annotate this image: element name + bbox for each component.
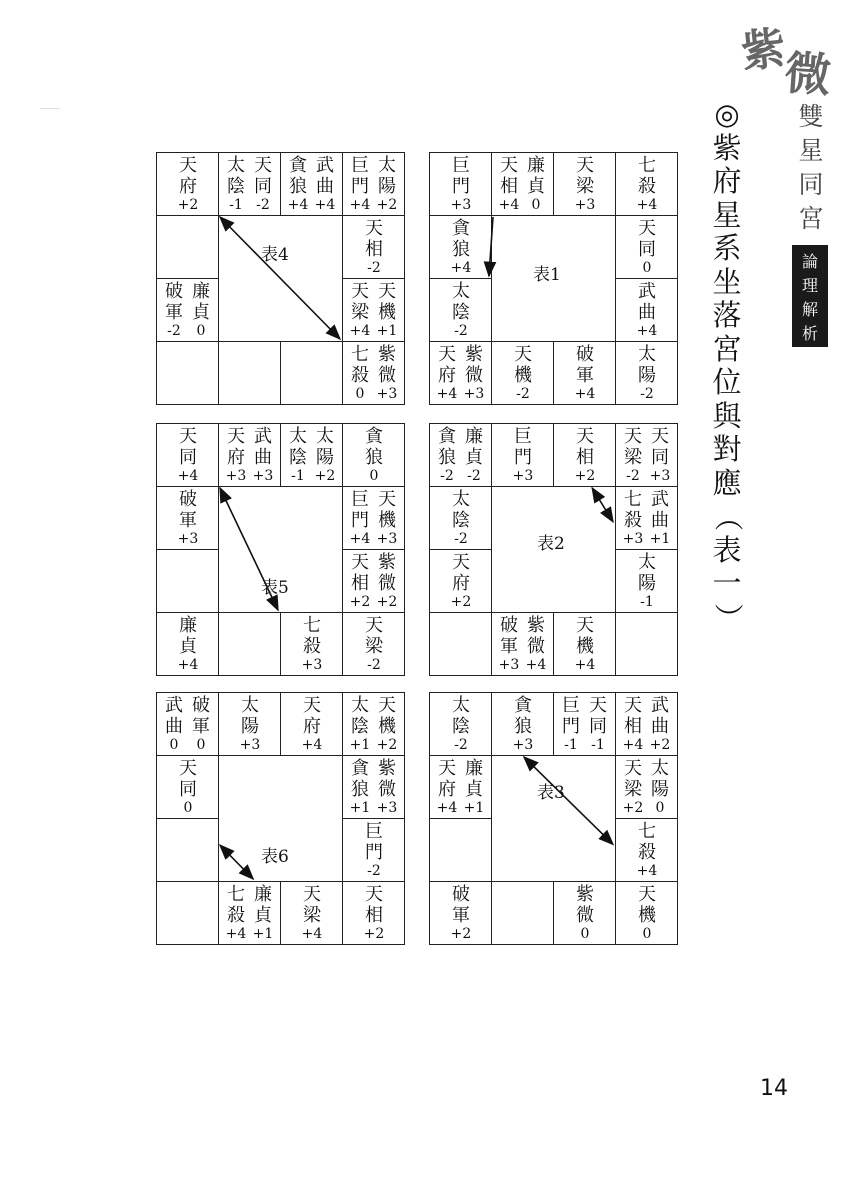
series-char: 星 bbox=[798, 136, 824, 165]
star-name: 破 軍 bbox=[500, 615, 518, 657]
star-brightness: 0 bbox=[196, 323, 206, 339]
badge-char: 析 bbox=[801, 324, 818, 343]
star-brightness: -2 bbox=[454, 531, 468, 547]
title-char: 府 bbox=[712, 164, 742, 198]
star-brightness: +3 bbox=[512, 737, 534, 753]
star-brightness: +4 bbox=[225, 926, 247, 942]
star-brightness: +3 bbox=[498, 657, 520, 673]
star-name: 貪 狼 bbox=[438, 426, 456, 468]
page-title bbox=[702, 98, 752, 634]
chart-label: 表1 bbox=[533, 265, 561, 285]
chart-label: 表4 bbox=[261, 245, 289, 265]
star-brightness: +2 bbox=[363, 926, 385, 942]
star-brightness: 0 bbox=[531, 197, 541, 213]
title-char: （ bbox=[710, 502, 745, 532]
star-brightness: +3 bbox=[376, 800, 398, 816]
star-name: 貪 狼 bbox=[351, 758, 369, 800]
star-name: 武 曲 bbox=[651, 489, 669, 531]
star-brightness: 0 bbox=[196, 737, 206, 753]
star-name: 天 機 bbox=[378, 281, 396, 323]
star-brightness: +4 bbox=[349, 531, 371, 547]
star-name: 貪 狼 bbox=[289, 155, 307, 197]
chart-table-3 bbox=[429, 692, 677, 944]
star-name: 天 府 bbox=[303, 695, 321, 737]
series-char: 同 bbox=[798, 170, 824, 199]
star-name: 七 殺 bbox=[303, 615, 321, 657]
title-char: 對 bbox=[712, 432, 742, 466]
star-name: 七 殺 bbox=[638, 821, 656, 863]
star-brightness: +3 bbox=[376, 386, 398, 402]
star-brightness: +1 bbox=[649, 531, 671, 547]
star-brightness: -2 bbox=[626, 468, 640, 484]
star-brightness: +3 bbox=[463, 386, 485, 402]
arrow-line bbox=[489, 217, 493, 276]
star-name: 天 梁 bbox=[624, 758, 642, 800]
star-name: 七 殺 bbox=[638, 155, 656, 197]
star-name: 七 殺 bbox=[351, 344, 369, 386]
star-brightness: -1 bbox=[591, 737, 605, 753]
star-brightness: +4 bbox=[177, 657, 199, 673]
star-brightness: -2 bbox=[454, 323, 468, 339]
star-name: 貪 狼 bbox=[514, 695, 532, 737]
series-char: 宮 bbox=[798, 204, 824, 233]
title-char: 與 bbox=[712, 398, 742, 433]
star-name: 天 梁 bbox=[351, 281, 369, 323]
star-name: 巨 門 bbox=[365, 821, 383, 863]
star-name: 太 陽 bbox=[316, 426, 334, 468]
star-brightness: +2 bbox=[177, 197, 199, 213]
star-name: 武 曲 bbox=[254, 426, 272, 468]
star-brightness: 0 bbox=[655, 800, 665, 816]
star-brightness: +1 bbox=[349, 800, 371, 816]
star-name: 紫 微 bbox=[576, 884, 594, 926]
star-brightness: +2 bbox=[376, 737, 398, 753]
star-name: 天 同 bbox=[179, 426, 197, 468]
star-brightness: +1 bbox=[376, 323, 398, 339]
star-name: 太 陽 bbox=[378, 155, 396, 197]
star-name: 巨 門 bbox=[351, 489, 369, 531]
title-char: 位 bbox=[712, 365, 742, 399]
star-name: 天 府 bbox=[179, 155, 197, 197]
badge-char: 理 bbox=[801, 276, 818, 295]
star-brightness: -2 bbox=[367, 657, 381, 673]
star-name: 破 軍 bbox=[165, 281, 183, 323]
opposition-arrow bbox=[429, 423, 677, 675]
star-brightness: +3 bbox=[225, 468, 247, 484]
star-name: 天 梁 bbox=[576, 155, 594, 197]
star-brightness: -2 bbox=[467, 468, 481, 484]
star-name: 天 府 bbox=[227, 426, 245, 468]
arrow-line bbox=[524, 757, 613, 844]
star-brightness: -2 bbox=[440, 468, 454, 484]
chart-table-2 bbox=[429, 423, 677, 675]
title-char: ◎ bbox=[714, 97, 740, 131]
star-name: 紫 微 bbox=[378, 552, 396, 594]
star-name: 貪 狼 bbox=[365, 426, 383, 468]
star-brightness: +4 bbox=[287, 197, 309, 213]
star-name: 巨 門 bbox=[452, 155, 470, 197]
chart-table-6 bbox=[156, 692, 404, 944]
star-brightness: +1 bbox=[252, 926, 274, 942]
star-name: 巨 門 bbox=[351, 155, 369, 197]
star-brightness: +2 bbox=[622, 800, 644, 816]
star-brightness: -2 bbox=[640, 386, 654, 402]
star-name: 天 梁 bbox=[624, 426, 642, 468]
title-char: 坐 bbox=[712, 264, 742, 299]
star-brightness: 0 bbox=[169, 737, 179, 753]
star-brightness: 0 bbox=[580, 926, 590, 942]
title-char: 宮 bbox=[712, 331, 742, 366]
opposition-arrow bbox=[429, 692, 677, 944]
star-brightness: +1 bbox=[349, 737, 371, 753]
star-brightness: +3 bbox=[450, 197, 472, 213]
star-name: 巨 門 bbox=[514, 426, 532, 468]
series-title bbox=[793, 100, 829, 236]
star-name: 廉 貞 bbox=[465, 758, 483, 800]
logo-char-1: 紫 bbox=[738, 22, 789, 79]
star-name: 天 同 bbox=[254, 155, 272, 197]
star-name: 天 府 bbox=[438, 758, 456, 800]
star-name: 天 相 bbox=[365, 884, 383, 926]
star-name: 天 府 bbox=[438, 344, 456, 386]
star-brightness: +1 bbox=[463, 800, 485, 816]
star-brightness: +4 bbox=[349, 197, 371, 213]
arrow-line bbox=[220, 845, 253, 879]
star-name: 天 府 bbox=[452, 552, 470, 594]
star-brightness: 0 bbox=[183, 800, 193, 816]
opposition-arrow bbox=[429, 152, 677, 404]
star-name: 天 梁 bbox=[365, 615, 383, 657]
star-name: 天 相 bbox=[365, 218, 383, 260]
opposition-arrow bbox=[156, 692, 404, 944]
star-brightness: +4 bbox=[301, 737, 323, 753]
star-brightness: 0 bbox=[642, 260, 652, 276]
star-name: 武 曲 bbox=[638, 281, 656, 323]
star-brightness: +2 bbox=[649, 737, 671, 753]
title-char: 星 bbox=[712, 197, 742, 232]
star-brightness: +2 bbox=[376, 197, 398, 213]
star-brightness: -2 bbox=[256, 197, 270, 213]
star-name: 天 機 bbox=[378, 489, 396, 531]
star-brightness: +4 bbox=[636, 197, 658, 213]
star-brightness: +3 bbox=[512, 468, 534, 484]
star-brightness: +3 bbox=[574, 197, 596, 213]
star-brightness: 0 bbox=[642, 926, 652, 942]
star-brightness: +3 bbox=[649, 468, 671, 484]
margin-mark bbox=[40, 108, 60, 109]
series-char: 雙 bbox=[798, 102, 824, 131]
star-brightness: +2 bbox=[349, 594, 371, 610]
star-brightness: 0 bbox=[355, 386, 365, 402]
star-name: 太 陰 bbox=[452, 489, 470, 531]
star-brightness: +4 bbox=[525, 657, 547, 673]
star-brightness: -1 bbox=[291, 468, 305, 484]
star-brightness: +2 bbox=[376, 594, 398, 610]
chart-table-5 bbox=[156, 423, 404, 675]
star-name: 天 同 bbox=[638, 218, 656, 260]
star-brightness: +3 bbox=[252, 468, 274, 484]
logo-char-2: 微 bbox=[782, 45, 833, 103]
section-badge bbox=[792, 245, 828, 347]
star-brightness: +2 bbox=[314, 468, 336, 484]
star-brightness: +4 bbox=[574, 386, 596, 402]
star-name: 太 陰 bbox=[227, 155, 245, 197]
star-brightness: +4 bbox=[301, 926, 323, 942]
star-name: 廉 貞 bbox=[192, 281, 210, 323]
star-name: 武 曲 bbox=[651, 695, 669, 737]
star-name: 破 軍 bbox=[576, 344, 594, 386]
arrow-line bbox=[592, 488, 613, 522]
star-brightness: +2 bbox=[450, 594, 472, 610]
star-brightness: +4 bbox=[177, 468, 199, 484]
chart-label: 表5 bbox=[261, 578, 289, 598]
chart-table-1 bbox=[429, 152, 677, 404]
star-brightness: -2 bbox=[367, 863, 381, 879]
title-char: 紫 bbox=[712, 130, 742, 165]
badge-char: 論 bbox=[801, 252, 818, 271]
star-name: 太 陰 bbox=[351, 695, 369, 737]
star-brightness: -2 bbox=[516, 386, 530, 402]
star-brightness: -1 bbox=[640, 594, 654, 610]
star-name: 破 軍 bbox=[179, 489, 197, 531]
star-name: 天 同 bbox=[651, 426, 669, 468]
star-name: 紫 微 bbox=[378, 344, 396, 386]
star-name: 天 相 bbox=[576, 426, 594, 468]
star-brightness: +4 bbox=[574, 657, 596, 673]
star-name: 天 機 bbox=[638, 884, 656, 926]
star-brightness: -2 bbox=[167, 323, 181, 339]
star-name: 天 機 bbox=[378, 695, 396, 737]
star-name: 廉 貞 bbox=[527, 155, 545, 197]
star-name: 太 陰 bbox=[289, 426, 307, 468]
opposition-arrow bbox=[156, 423, 404, 675]
star-name: 太 陰 bbox=[452, 695, 470, 737]
title-char: 系 bbox=[712, 231, 742, 265]
star-brightness: +4 bbox=[314, 197, 336, 213]
star-brightness: -2 bbox=[367, 260, 381, 276]
star-name: 天 相 bbox=[500, 155, 518, 197]
star-name: 廉 貞 bbox=[254, 884, 272, 926]
star-brightness: +3 bbox=[622, 531, 644, 547]
star-name: 天 機 bbox=[576, 615, 594, 657]
star-brightness: +4 bbox=[436, 386, 458, 402]
title-char: 落 bbox=[712, 298, 742, 332]
title-char: 應 bbox=[712, 465, 742, 500]
chart-label: 表3 bbox=[537, 783, 565, 803]
opposition-arrow bbox=[156, 152, 404, 404]
star-name: 天 梁 bbox=[303, 884, 321, 926]
star-name: 七 殺 bbox=[624, 489, 642, 531]
star-name: 天 相 bbox=[624, 695, 642, 737]
page-number: 14 bbox=[760, 1076, 788, 1101]
star-brightness: +3 bbox=[301, 657, 323, 673]
star-name: 廉 貞 bbox=[465, 426, 483, 468]
star-brightness: +4 bbox=[636, 863, 658, 879]
star-name: 紫 微 bbox=[378, 758, 396, 800]
star-brightness: +4 bbox=[349, 323, 371, 339]
chart-label: 表6 bbox=[261, 847, 289, 867]
star-brightness: -1 bbox=[564, 737, 578, 753]
star-name: 巨 門 bbox=[562, 695, 580, 737]
badge-char: 解 bbox=[801, 300, 818, 319]
star-name: 天 機 bbox=[514, 344, 532, 386]
star-name: 破 軍 bbox=[452, 884, 470, 926]
star-name: 太 陽 bbox=[638, 344, 656, 386]
star-name: 廉 貞 bbox=[179, 615, 197, 657]
star-brightness: -1 bbox=[229, 197, 243, 213]
star-brightness: -2 bbox=[454, 737, 468, 753]
star-brightness: +3 bbox=[239, 737, 261, 753]
star-name: 破 軍 bbox=[192, 695, 210, 737]
star-name: 天 相 bbox=[351, 552, 369, 594]
arrow-line bbox=[220, 488, 278, 610]
star-brightness: +2 bbox=[450, 926, 472, 942]
star-name: 太 陽 bbox=[638, 552, 656, 594]
star-brightness: +2 bbox=[574, 468, 596, 484]
star-brightness: +3 bbox=[177, 531, 199, 547]
star-name: 武 曲 bbox=[165, 695, 183, 737]
star-brightness: +4 bbox=[622, 737, 644, 753]
star-name: 紫 微 bbox=[465, 344, 483, 386]
star-brightness: +4 bbox=[450, 260, 472, 276]
title-char: 一 bbox=[712, 566, 742, 600]
star-brightness: +4 bbox=[436, 800, 458, 816]
chart-table-4 bbox=[156, 152, 404, 404]
star-name: 太 陰 bbox=[452, 281, 470, 323]
star-brightness: +3 bbox=[376, 531, 398, 547]
star-brightness: 0 bbox=[369, 468, 379, 484]
arrow-line bbox=[220, 217, 340, 339]
star-name: 太 陽 bbox=[651, 758, 669, 800]
star-brightness: +4 bbox=[498, 197, 520, 213]
star-name: 天 同 bbox=[179, 758, 197, 800]
chart-label: 表2 bbox=[537, 534, 565, 554]
star-brightness: +4 bbox=[636, 323, 658, 339]
star-name: 貪 狼 bbox=[452, 218, 470, 260]
star-name: 七 殺 bbox=[227, 884, 245, 926]
title-char: 表 bbox=[712, 532, 742, 567]
star-name: 太 陽 bbox=[241, 695, 259, 737]
star-name: 紫 微 bbox=[527, 615, 545, 657]
star-name: 天 同 bbox=[589, 695, 607, 737]
star-name: 武 曲 bbox=[316, 155, 334, 197]
title-char: ） bbox=[710, 602, 745, 632]
